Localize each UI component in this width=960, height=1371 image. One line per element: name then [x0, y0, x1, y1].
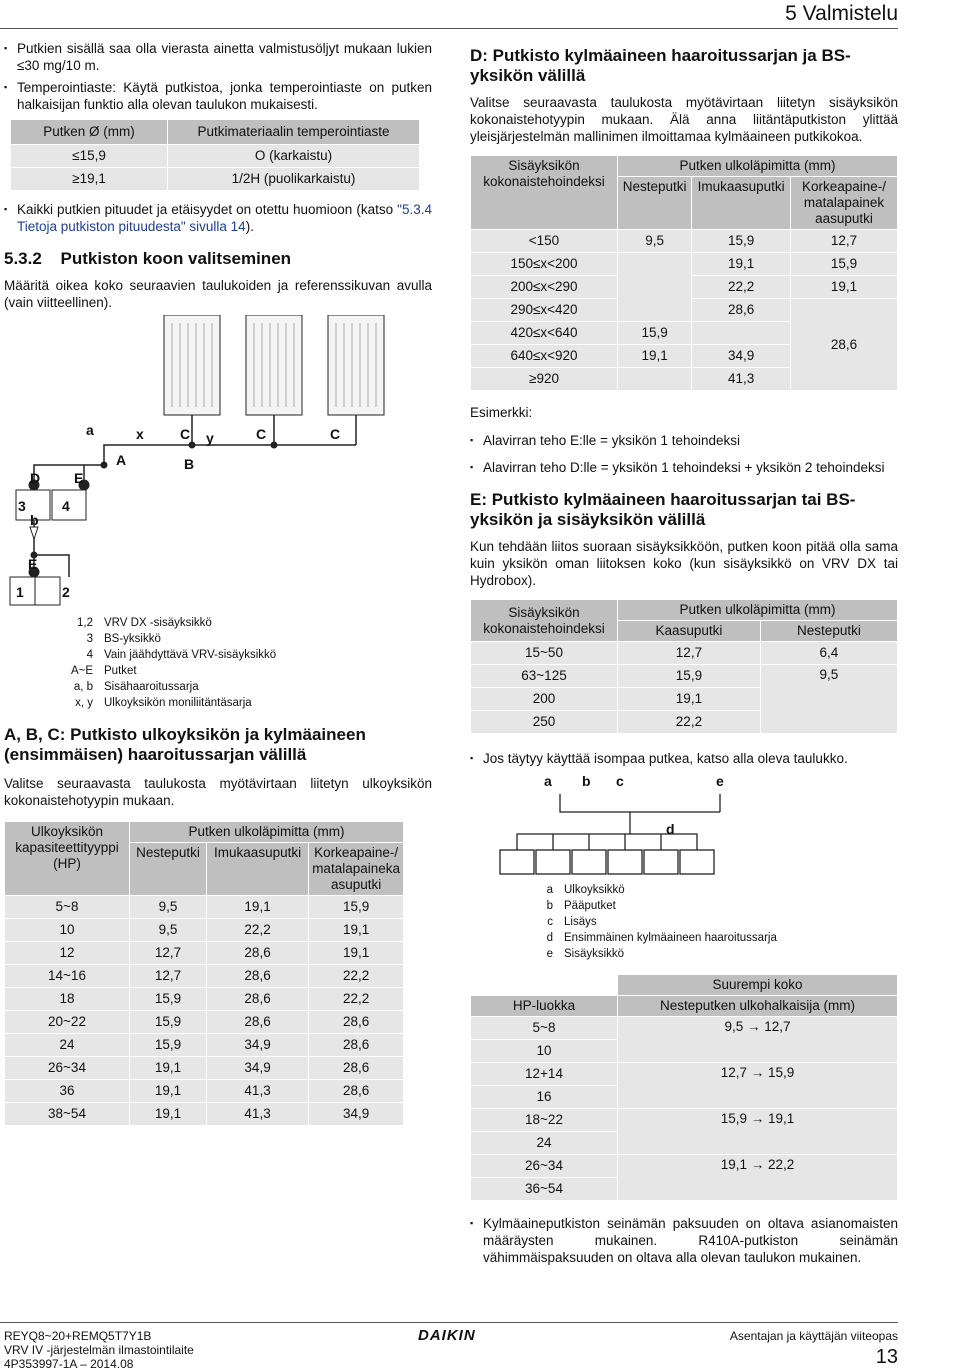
small-label-c: c — [616, 773, 624, 789]
bigger-header-blank — [471, 975, 618, 996]
bigger-header-left: HP-luokka — [471, 996, 618, 1017]
daikin-logo: DAIKIN — [418, 1327, 476, 1344]
d-intro: Valitse seuraavasta taulukosta myötävirtaan liitetyn sisäyksikön kokonaistehotyypin mukaan. Älä anna liitäntäputkiston ylittää yleisjärjestelmän mallinimen ilmoittamaa kylmäaineen putkikokoa. — [470, 95, 898, 144]
e-cell: 19,1 — [618, 688, 761, 711]
e-cell: 250 — [471, 711, 618, 734]
abc-table-row — [5, 942, 404, 965]
abc-cell: 22,2 — [309, 988, 404, 1011]
footer-rule — [0, 1322, 898, 1323]
abc-cell: 28,6 — [206, 1011, 308, 1034]
label-c3: C — [330, 426, 341, 442]
abc-cell: 19,1 — [206, 896, 308, 919]
footer-doc-id: 4P353997-1A – 2014.08 — [4, 1357, 134, 1371]
legend-key: 1,2 — [77, 617, 93, 629]
abc-header-col: Imukaasuputki — [206, 843, 308, 896]
abc-cell: 41,3 — [206, 1103, 308, 1126]
label-b: b — [30, 512, 39, 528]
abc-cell: 19,1 — [309, 942, 404, 965]
abc-cell: 18 — [5, 988, 130, 1011]
e-header-col: Kaasuputki — [618, 621, 761, 642]
e-intro: Kun tehdään liitos suoraan sisäyksikköön, putken koon pitää olla sama kuin yksikön oman liitoksen koko (kun sisäyksikkö on VRV DX tai Hydrobox). — [470, 539, 898, 588]
section-heading — [4, 249, 432, 269]
temper-header-diameter: Putken Ø (mm) — [11, 120, 168, 145]
bigger-table — [470, 974, 898, 1201]
small-label-d: d — [666, 821, 675, 837]
header-rule — [0, 28, 898, 29]
legend-key: 4 — [86, 649, 93, 661]
small-label-b: b — [582, 773, 591, 789]
temper-cell: ≤15,9 — [11, 145, 168, 168]
bullet-contaminants: ▪ Putkien sisällä saa olla vierasta ainetta valmistusöljyt mukaan lukien ≤30 mg/10 m. — [4, 40, 432, 74]
footer-left — [4, 1329, 194, 1371]
e-cell: 22,2 — [618, 711, 761, 734]
label-A: A — [116, 452, 127, 468]
d-cell: 15,9 — [791, 253, 898, 276]
abc-cell: 19,1 — [130, 1103, 207, 1126]
small-legend-key: b — [546, 900, 553, 912]
abc-cell: 22,2 — [206, 919, 308, 942]
outdoor-unit — [328, 315, 384, 415]
d-cell: 12,7 — [791, 230, 898, 253]
abc-table-row — [5, 919, 404, 942]
label-2: 2 — [62, 584, 70, 600]
abc-table-row — [5, 1080, 404, 1103]
outdoor-unit — [246, 315, 302, 415]
small-legend-key: d — [546, 932, 553, 944]
abc-table-row — [5, 1011, 404, 1034]
abc-cell: 28,6 — [309, 1080, 404, 1103]
abc-cell: 28,6 — [309, 1011, 404, 1034]
abc-table-body — [5, 896, 404, 1126]
bigger-cell: 26~34 — [471, 1155, 618, 1178]
bigger-cell: 18~22 — [471, 1109, 618, 1132]
d-cell-text: 28,6 — [830, 336, 858, 352]
bullet-lengths-end: ). — [245, 219, 254, 234]
abc-cell: 10 — [5, 919, 130, 942]
footer-model: REYQ8~20+REMQ5T7Y1B — [4, 1329, 152, 1343]
abc-cell: 15,9 — [309, 896, 404, 919]
e-cell: 6,4 — [760, 642, 897, 665]
d-cell: 150≤x<200 — [471, 253, 618, 276]
abc-cell: 28,6 — [309, 1034, 404, 1057]
label-4: 4 — [62, 498, 70, 514]
e-cell: 63~125 — [471, 665, 618, 688]
bigger-cell — [618, 1063, 898, 1109]
label-1: 1 — [16, 584, 24, 600]
legend-key: A~E — [70, 665, 93, 677]
d-header-unit: Sisäyksikön kokonaistehoindeksi — [471, 156, 618, 230]
section-title: Putkiston koon valitseminen — [60, 249, 292, 268]
d-cell: 19,1 — [618, 345, 692, 368]
footer-guide-title: Asentajan ja käyttäjän viiteopas — [729, 1329, 898, 1343]
bigger-cell-text: 19,1 → 22,2 — [720, 1157, 795, 1172]
d-cell: 28,6 — [692, 299, 791, 322]
abc-cell: 28,6 — [206, 965, 308, 988]
e-header-col: Nesteputki — [760, 621, 897, 642]
small-legend-value: Sisäyksikkö — [564, 948, 625, 960]
legend-key: x, y — [75, 697, 93, 709]
examples-label: Esimerkki: — [470, 405, 533, 420]
abc-cell: 19,1 — [130, 1057, 207, 1080]
abc-cell: 9,5 — [130, 896, 207, 919]
small-legend-value: Pääputket — [564, 900, 616, 912]
e-header-group: Putken ulkoläpimitta (mm) — [618, 600, 898, 621]
small-legend-value: Ensimmäinen kylmäaineen haaroitussarja — [564, 932, 777, 944]
small-legend-value: Ulkoyksikkö — [564, 884, 625, 896]
pipe-main — [34, 415, 195, 490]
d-cell: ≥920 — [471, 368, 618, 391]
abc-cell: 15,9 — [130, 988, 207, 1011]
label-x: x — [136, 426, 144, 442]
small-legend-key: c — [547, 916, 553, 928]
e-header-unit: Sisäyksikön kokonaistehoindeksi — [471, 600, 618, 642]
abc-table-row — [5, 965, 404, 988]
abc-cell: 5~8 — [5, 896, 130, 919]
bigger-cell: 5~8 — [471, 1017, 618, 1040]
legend-value: Sisähaaroitussarja — [104, 681, 199, 693]
abc-cell: 38~54 — [5, 1103, 130, 1126]
abc-table — [4, 821, 404, 1126]
small-legend-key: e — [546, 948, 553, 960]
abc-table-row — [5, 1034, 404, 1057]
footer-product: VRV IV -järjestelmän ilmastointilaite — [4, 1343, 194, 1357]
abc-cell: 12,7 — [130, 942, 207, 965]
small-legend-key: a — [546, 884, 553, 896]
abc-cell: 19,1 — [309, 919, 404, 942]
d-header-col: Nesteputki — [618, 177, 692, 230]
abc-cell: 34,9 — [206, 1057, 308, 1080]
d-cell: <150 — [471, 230, 618, 253]
legend-value: Ulkoyksikön moniliitäntäsarja — [104, 697, 252, 709]
abc-cell: 9,5 — [130, 919, 207, 942]
abc-cell: 24 — [5, 1034, 130, 1057]
label-D: D — [30, 470, 41, 486]
d-cell: 640≤x<920 — [471, 345, 618, 368]
abc-title: A, B, C: Putkisto ulkoyksikön ja kylmäaineen (ensimmäisen) haaroitussarjan välillä — [4, 725, 366, 764]
abc-cell: 15,9 — [130, 1011, 207, 1034]
example-bullet: ▪ Alavirran teho D:lle = yksikön 1 tehoindeksi + yksikön 2 tehoindeksi — [470, 459, 898, 476]
d-cell: 34,9 — [692, 345, 791, 368]
d-cell: 15,9 — [692, 230, 791, 253]
e-cell: 12,7 — [618, 642, 761, 665]
piping-diagram — [4, 315, 432, 615]
bigger-cell: 24 — [471, 1132, 618, 1155]
d-cell: 19,1 — [692, 253, 791, 276]
bullet-lengths-text: Kaikki putkien pituudet ja etäisyydet on otettu huomioon (katso — [17, 202, 398, 217]
legend-key: 3 — [86, 633, 93, 645]
d-cell: 15,9 — [618, 322, 692, 345]
d-cell: 19,1 — [791, 276, 898, 299]
legend-value: BS-yksikkö — [104, 633, 161, 645]
small-label-e: e — [716, 773, 724, 789]
bigger-cell-text: 9,5 → 12,7 — [724, 1019, 791, 1034]
d-cell-blank — [618, 368, 692, 391]
abc-cell: 28,6 — [206, 942, 308, 965]
bigger-size-diagram — [470, 772, 790, 882]
temper-cell: O (karkaistu) — [168, 145, 420, 168]
label-c2: C — [256, 426, 267, 442]
label-c1: C — [180, 426, 191, 442]
small-legend — [470, 882, 780, 962]
legend-value: Vain jäähdyttävä VRV-sisäyksikkö — [104, 649, 277, 661]
left-column — [4, 40, 432, 1126]
d-cell: 9,5 — [618, 230, 692, 253]
e-table — [470, 599, 898, 734]
outdoor-unit — [164, 315, 220, 415]
temper-table — [10, 119, 420, 191]
page-number: 13 — [875, 1346, 898, 1368]
abc-cell: 19,1 — [130, 1080, 207, 1103]
abc-cell: 34,9 — [309, 1103, 404, 1126]
d-header-col: Imukaasuputki — [692, 177, 791, 230]
e-cell — [760, 665, 897, 734]
abc-cell: 34,9 — [206, 1034, 308, 1057]
legend-value: VRV DX -sisäyksikkö — [104, 617, 212, 629]
bigger-bullet: ▪ Jos täytyy käyttää isompaa putkea, katso alla oleva taulukko. — [470, 750, 898, 767]
bigger-cell-text: 12,7 → 15,9 — [720, 1065, 795, 1080]
legend-value: Putket — [104, 665, 137, 677]
bullet-lengths — [4, 201, 432, 235]
bigger-cell — [618, 1109, 898, 1155]
abc-table-row — [5, 896, 404, 919]
bigger-cell — [618, 1155, 898, 1201]
bullet-temper: ▪ Temperointiaste: Käytä putkistoa, jonka temperointiaste on putken halkaisijan funktio alla olevan taulukon mukaisesti. — [4, 79, 432, 113]
d-cell: 22,2 — [692, 276, 791, 299]
abc-header-col: Nesteputki — [130, 843, 207, 896]
abc-intro: Valitse seuraavasta taulukosta myötävirtaan liitetyn ulkoyksikön kokonaistehotyypin mukaan. — [4, 776, 432, 808]
bigger-cell — [618, 1017, 898, 1063]
d-title: D: Putkisto kylmäaineen haaroitussarjan ja BS-yksikön välillä — [470, 46, 851, 85]
d-cell — [692, 322, 791, 345]
e-cell: 15~50 — [471, 642, 618, 665]
abc-cell: 12 — [5, 942, 130, 965]
bigger-cell: 16 — [471, 1086, 618, 1109]
small-legend-value: Lisäys — [564, 916, 597, 928]
temper-cell: ≥19,1 — [11, 168, 168, 191]
label-a: a — [86, 422, 94, 438]
abc-cell: 26~34 — [5, 1057, 130, 1080]
e-cell-text: 9,5 — [819, 667, 839, 682]
abc-cell: 28,6 — [309, 1057, 404, 1080]
bigger-header-right: Nesteputken ulkohalkaisija (mm) — [618, 996, 898, 1017]
section-number: 5.3.2 — [4, 249, 42, 268]
abc-table-row — [5, 1057, 404, 1080]
bigger-header-top: Suurempi koko — [618, 975, 898, 996]
abc-cell: 41,3 — [206, 1080, 308, 1103]
right-column — [470, 46, 898, 1271]
bigger-cell-text: 15,9 → 19,1 — [720, 1111, 795, 1126]
thickness-bullet: ▪ Kylmäaineputkiston seinämän paksuuden on oltava asianomaisten määräysten mukainen. R410A-putkiston seinämän vähimmäispaksuuden on oltava alla olevan taulukon mukainen. — [470, 1215, 898, 1266]
link-pipe-length[interactable]: "5.3.4 Tietoja putkiston pituudesta" sivulla 14 — [17, 202, 432, 234]
abc-cell: 28,6 — [206, 988, 308, 1011]
d-table — [470, 155, 898, 391]
d-cell — [791, 299, 898, 391]
abc-header-unit: Ulkoyksikön kapasiteettityyppi (HP) — [5, 822, 130, 896]
abc-header-col: Korkeapaine-/ matalapaineka asuputki — [309, 843, 404, 896]
d-cell: 200≤x<290 — [471, 276, 618, 299]
section-intro: Määritä oikea koko seuraavien taulukoiden ja referenssikuvan avulla (vain viitteellinen). — [4, 278, 432, 310]
temper-header-grade: Putkimateriaalin temperointiaste — [168, 120, 420, 145]
abc-cell: 20~22 — [5, 1011, 130, 1034]
label-y: y — [206, 430, 214, 446]
abc-cell: 12,7 — [130, 965, 207, 988]
abc-cell: 22,2 — [309, 965, 404, 988]
bigger-cell: 10 — [471, 1040, 618, 1063]
small-label-a: a — [544, 773, 552, 789]
abc-table-row — [5, 988, 404, 1011]
label-3: 3 — [18, 498, 26, 514]
e-title: E: Putkisto kylmäaineen haaroitussarjan tai BS-yksikön ja sisäyksikön välillä — [470, 490, 856, 529]
label-B: B — [184, 456, 195, 472]
abc-table-row — [5, 1103, 404, 1126]
abc-cell: 15,9 — [130, 1034, 207, 1057]
bigger-cell: 36~54 — [471, 1178, 618, 1201]
d-header-col: Korkeapaine-/ matalapainek aasuputki — [791, 177, 898, 230]
diagram-legend — [4, 615, 279, 711]
abc-header-group: Putken ulkoläpimitta (mm) — [130, 822, 404, 843]
d-header-group: Putken ulkoläpimitta (mm) — [618, 156, 898, 177]
bigger-cell: 12+14 — [471, 1063, 618, 1086]
legend-key: a, b — [73, 681, 93, 693]
d-cell: 420≤x<640 — [471, 322, 618, 345]
label-E2: E — [28, 556, 38, 572]
d-cell: 41,3 — [692, 368, 791, 391]
temper-cell: 1/2H (puolikarkaistu) — [168, 168, 420, 191]
example-bullet: ▪ Alavirran teho E:lle = yksikön 1 tehoindeksi — [470, 432, 898, 449]
chapter-title: 5 Valmistelu — [785, 2, 898, 25]
abc-cell: 14~16 — [5, 965, 130, 988]
e-cell: 200 — [471, 688, 618, 711]
d-cell-blank — [618, 253, 692, 322]
abc-cell: 36 — [5, 1080, 130, 1103]
label-E1: E — [74, 470, 84, 486]
d-cell: 290≤x<420 — [471, 299, 618, 322]
e-cell: 15,9 — [618, 665, 761, 688]
